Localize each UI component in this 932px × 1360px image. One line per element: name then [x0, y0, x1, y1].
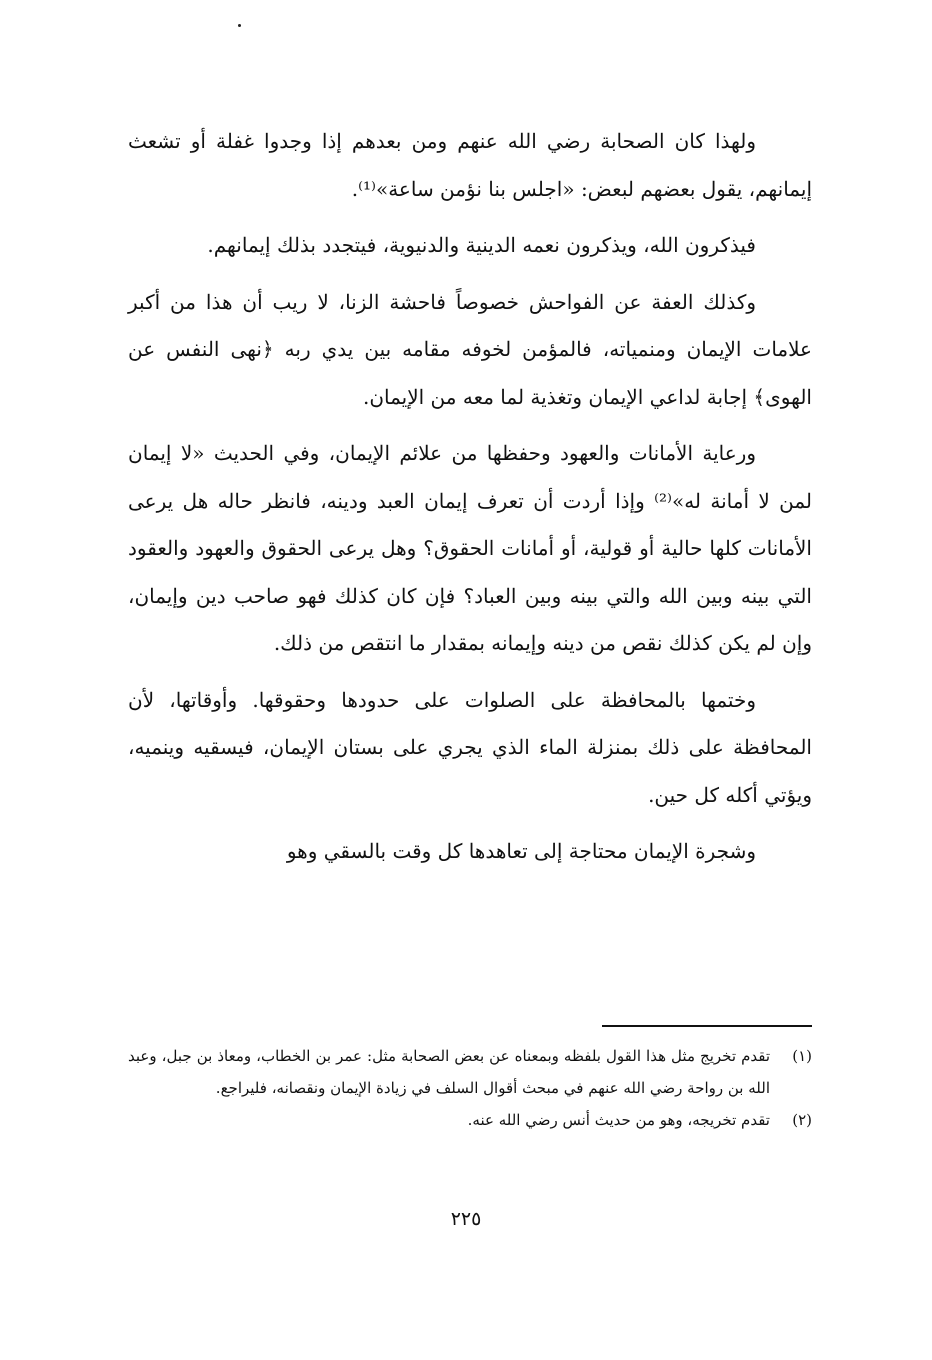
- scan-speck: [238, 24, 241, 27]
- footnote-1-text: تقدم تخريج مثل هذا القول بلفظه وبمعناه عن بعض الصحابة مثل: عمر بن الخطاب، ومعاذ بن جبل، وعبد الله بن رواحة رضي الله عنهم في مبحث أقوال السلف في زيادة الإيمان ونقصانه، فليراجع.: [128, 1047, 770, 1097]
- paragraph-1: ولهذا كان الصحابة رضي الله عنهم ومن بعدهم إذا وجدوا غفلة أو تشعث إيمانهم، يقول بعضهم لبعض: «اجلس بنا نؤمن ساعة»⁽¹⁾.: [128, 129, 812, 201]
- footnotes: [128, 1040, 812, 1136]
- footnote-2: [128, 1104, 812, 1136]
- footnote-1: [128, 1040, 812, 1104]
- footnote-separator: [602, 1025, 812, 1027]
- paragraph-3: وكذلك العفة عن الفواحش خصوصاً فاحشة الزنا، لا ريب أن هذا من أكبر علامات الإيمان ومنمياته، فالمؤمن لخوفه مقامه بين يدي ربه ﴿نهى النفس عن الهوى﴾ إجابة لداعي الإيمان وتغذية لما معه من الإيمان.: [128, 289, 812, 409]
- paragraph-2: فيذكرون الله، ويذكرون نعمه الدينية والدنيوية، فيتجدد بذلك إيمانهم.: [207, 233, 756, 257]
- footnote-2-text: تقدم تخريجه، وهو من حديث أنس رضي الله عنه.: [467, 1111, 770, 1129]
- paragraph-6: وشجرة الإيمان محتاجة إلى تعاهدها كل وقت بالسقي وهو: [286, 839, 756, 863]
- paragraph-4: ورعاية الأمانات والعهود وحفظها من علائم الإيمان، وفي الحديث «لا إيمان لمن لا أمانة له»⁽²⁾ وإذا أردت أن تعرف إيمان العبد ودينه، فانظر حاله هل يرعى الأمانات كلها حالية أو قولية، أو أمانات الحقوق؟ وهل يرعى الحقوق والعهود والعقود التي بينه وبين الله والتي بينه وبين العباد؟ فإن كان كذلك فهو صاحب دين وإيمان، وإن لم يكن كذلك نقص من دينه وإيمانه بمقدار ما انتقص من ذلك.: [128, 441, 812, 655]
- paragraph-5: وختمها بالمحافظة على الصلوات على حدودها وحقوقها. وأوقاتها، لأن المحافظة على ذلك بمنزلة الماء الذي يجري على بستان الإيمان، فيسقيه وينميه، ويؤتي أكله كل حين.: [128, 687, 812, 807]
- main-text: [128, 118, 812, 885]
- footnote-1-number: (١): [792, 1047, 812, 1065]
- page-number: ٢٢٥: [450, 1208, 482, 1230]
- footnote-2-number: (٢): [792, 1111, 812, 1129]
